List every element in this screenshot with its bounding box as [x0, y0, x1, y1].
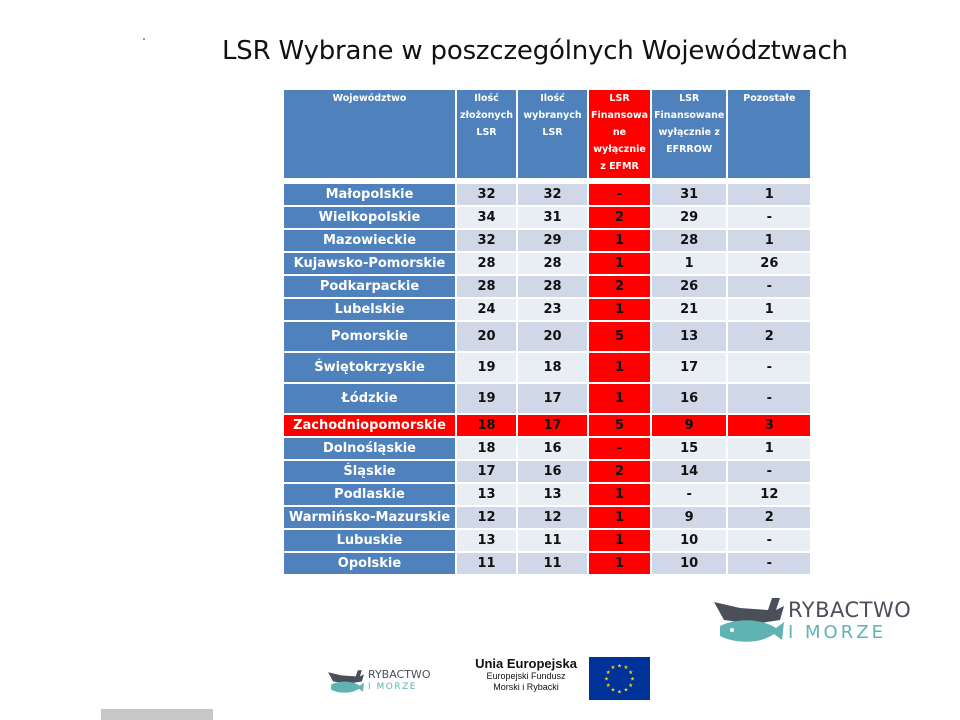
row-efrrow: - [652, 484, 726, 505]
row-efmr: 1 [589, 353, 650, 382]
row-efrrow: 10 [652, 530, 726, 551]
row-name: Wielkopolskie [284, 207, 455, 228]
row-wybrane: 28 [518, 276, 587, 297]
row-wybrane: 16 [518, 461, 587, 482]
row-efmr: 1 [589, 384, 650, 413]
row-efmr: 2 [589, 276, 650, 297]
eu-caption [470, 656, 582, 693]
table-row [284, 253, 810, 274]
eu-star-icon: ★ [630, 676, 635, 683]
row-name: Śląskie [284, 461, 455, 482]
row-efrrow: 9 [652, 415, 726, 436]
row-efrrow: 21 [652, 299, 726, 320]
row-efmr: 5 [589, 322, 650, 351]
table-row [284, 230, 810, 251]
row-efmr: 2 [589, 207, 650, 228]
table-row [284, 530, 810, 551]
row-zlozone: 32 [457, 184, 516, 205]
row-zlozone: 28 [457, 276, 516, 297]
row-wybrane: 12 [518, 507, 587, 528]
header-wojewodztwo: Województwo [284, 90, 455, 178]
row-pozostale: 1 [728, 230, 810, 251]
row-efmr: 1 [589, 253, 650, 274]
row-name: Lubelskie [284, 299, 455, 320]
logo-text-line1: RYBACTWO [368, 668, 431, 681]
row-zlozone: 11 [457, 553, 516, 574]
row-efmr: - [589, 184, 650, 205]
row-name: Łódzkie [284, 384, 455, 413]
table-row [284, 461, 810, 482]
logo-text-line2: I MORZE [368, 682, 417, 692]
row-pozostale: - [728, 553, 810, 574]
row-wybrane: 13 [518, 484, 587, 505]
row-wybrane: 31 [518, 207, 587, 228]
table-row [284, 438, 810, 459]
eu-flag-icon [589, 657, 650, 700]
row-zlozone: 17 [457, 461, 516, 482]
row-efmr: 5 [589, 415, 650, 436]
row-name: Kujawsko-Pomorskie [284, 253, 455, 274]
row-name: Podlaskie [284, 484, 455, 505]
row-pozostale: - [728, 530, 810, 551]
row-wybrane: 28 [518, 253, 587, 274]
table-row [284, 322, 810, 351]
row-efrrow: 13 [652, 322, 726, 351]
header-lsr-efrrow: LSR Finansowane wyłącznie z EFRROW [652, 90, 726, 178]
row-wybrane: 11 [518, 553, 587, 574]
row-name: Warmińsko-Mazurskie [284, 507, 455, 528]
row-name: Świętokrzyskie [284, 353, 455, 382]
row-pozostale: 1 [728, 184, 810, 205]
eu-star-icon: ★ [610, 687, 616, 694]
footer-bar [101, 709, 213, 720]
row-name: Pomorskie [284, 322, 455, 351]
row-name: Zachodniopomorskie [284, 415, 455, 436]
row-efmr: 1 [589, 553, 650, 574]
row-wybrane: 11 [518, 530, 587, 551]
row-wybrane: 32 [518, 184, 587, 205]
row-zlozone: 32 [457, 230, 516, 251]
row-pozostale: 2 [728, 507, 810, 528]
logo-text-line1: RYBACTWO [788, 598, 912, 622]
eu-star-icon: ★ [628, 682, 634, 689]
row-wybrane: 20 [518, 322, 587, 351]
row-name: Lubuskie [284, 530, 455, 551]
row-pozostale: 12 [728, 484, 810, 505]
row-zlozone: 20 [457, 322, 516, 351]
row-efmr: 1 [589, 299, 650, 320]
row-zlozone: 13 [457, 530, 516, 551]
row-wybrane: 18 [518, 353, 587, 382]
row-efrrow: 26 [652, 276, 726, 297]
row-efmr: 1 [589, 530, 650, 551]
eu-star-icon: ★ [628, 669, 634, 676]
row-efmr: 1 [589, 507, 650, 528]
header-pozostale: Pozostałe [728, 90, 810, 178]
row-zlozone: 19 [457, 353, 516, 382]
table-row [284, 207, 810, 228]
row-pozostale: 26 [728, 253, 810, 274]
table-header-row [284, 90, 810, 178]
table-row [284, 553, 810, 574]
row-name: Opolskie [284, 553, 455, 574]
eu-star-icon: ★ [617, 689, 622, 696]
row-efmr: 1 [589, 484, 650, 505]
logo-text-line2: I MORZE [788, 622, 886, 643]
eu-star-icon: ★ [610, 665, 616, 672]
row-zlozone: 18 [457, 438, 516, 459]
row-zlozone: 24 [457, 299, 516, 320]
table-row [284, 353, 810, 382]
table-row [284, 384, 810, 413]
row-name: Podkarpackie [284, 276, 455, 297]
row-name: Dolnośląskie [284, 438, 455, 459]
row-wybrane: 17 [518, 415, 587, 436]
row-efrrow: 17 [652, 353, 726, 382]
row-efrrow: 1 [652, 253, 726, 274]
row-efrrow: 29 [652, 207, 726, 228]
row-zlozone: 34 [457, 207, 516, 228]
row-efrrow: 9 [652, 507, 726, 528]
row-efmr: - [589, 438, 650, 459]
row-pozostale: - [728, 384, 810, 413]
row-efrrow: 28 [652, 230, 726, 251]
eu-star-icon: ★ [623, 687, 629, 694]
table-row [284, 184, 810, 205]
eu-line2: Morski i Rybacki [493, 682, 559, 692]
page-title: LSR Wybrane w poszczególnych Województwach [222, 36, 848, 66]
row-pozostale: 3 [728, 415, 810, 436]
row-zlozone: 28 [457, 253, 516, 274]
row-pozostale: - [728, 207, 810, 228]
row-pozostale: - [728, 353, 810, 382]
row-wybrane: 29 [518, 230, 587, 251]
header-lsr-efmr: LSR Finansowa ne wyłącznie z EFMR [589, 90, 650, 178]
row-efmr: 1 [589, 230, 650, 251]
row-efrrow: 10 [652, 553, 726, 574]
row-efrrow: 14 [652, 461, 726, 482]
fish-boat-icon [326, 665, 366, 697]
eu-star-icon: ★ [617, 663, 622, 670]
row-zlozone: 13 [457, 484, 516, 505]
rybactwo-logo-large [708, 586, 912, 652]
table-row [284, 484, 810, 505]
eu-star-icon: ★ [605, 669, 611, 676]
decorative-dot [143, 38, 145, 40]
row-efrrow: 15 [652, 438, 726, 459]
row-pozostale: 1 [728, 438, 810, 459]
row-pozostale: 1 [728, 299, 810, 320]
row-pozostale: - [728, 461, 810, 482]
row-pozostale: - [728, 276, 810, 297]
row-zlozone: 12 [457, 507, 516, 528]
eu-star-icon: ★ [605, 682, 611, 689]
row-efmr: 2 [589, 461, 650, 482]
row-pozostale: 2 [728, 322, 810, 351]
table-row [284, 276, 810, 297]
lsr-table [282, 88, 812, 576]
row-zlozone: 18 [457, 415, 516, 436]
eu-line1: Europejski Fundusz [486, 671, 566, 681]
row-name: Małopolskie [284, 184, 455, 205]
table-row [284, 507, 810, 528]
eu-heading: Unia Europejska [475, 656, 577, 671]
row-wybrane: 16 [518, 438, 587, 459]
row-efrrow: 31 [652, 184, 726, 205]
fish-boat-icon [710, 588, 788, 650]
row-name: Mazowieckie [284, 230, 455, 251]
eu-star-icon: ★ [623, 665, 629, 672]
table-row-highlighted [284, 415, 810, 436]
eu-star-icon: ★ [604, 676, 609, 683]
rybactwo-logo-small [326, 664, 436, 698]
header-ilosc-wybranych: Ilość wybranych LSR [518, 90, 587, 178]
row-wybrane: 23 [518, 299, 587, 320]
row-zlozone: 19 [457, 384, 516, 413]
table-row [284, 299, 810, 320]
header-ilosc-zlozonych: Ilość złożonych LSR [457, 90, 516, 178]
row-efrrow: 16 [652, 384, 726, 413]
row-wybrane: 17 [518, 384, 587, 413]
